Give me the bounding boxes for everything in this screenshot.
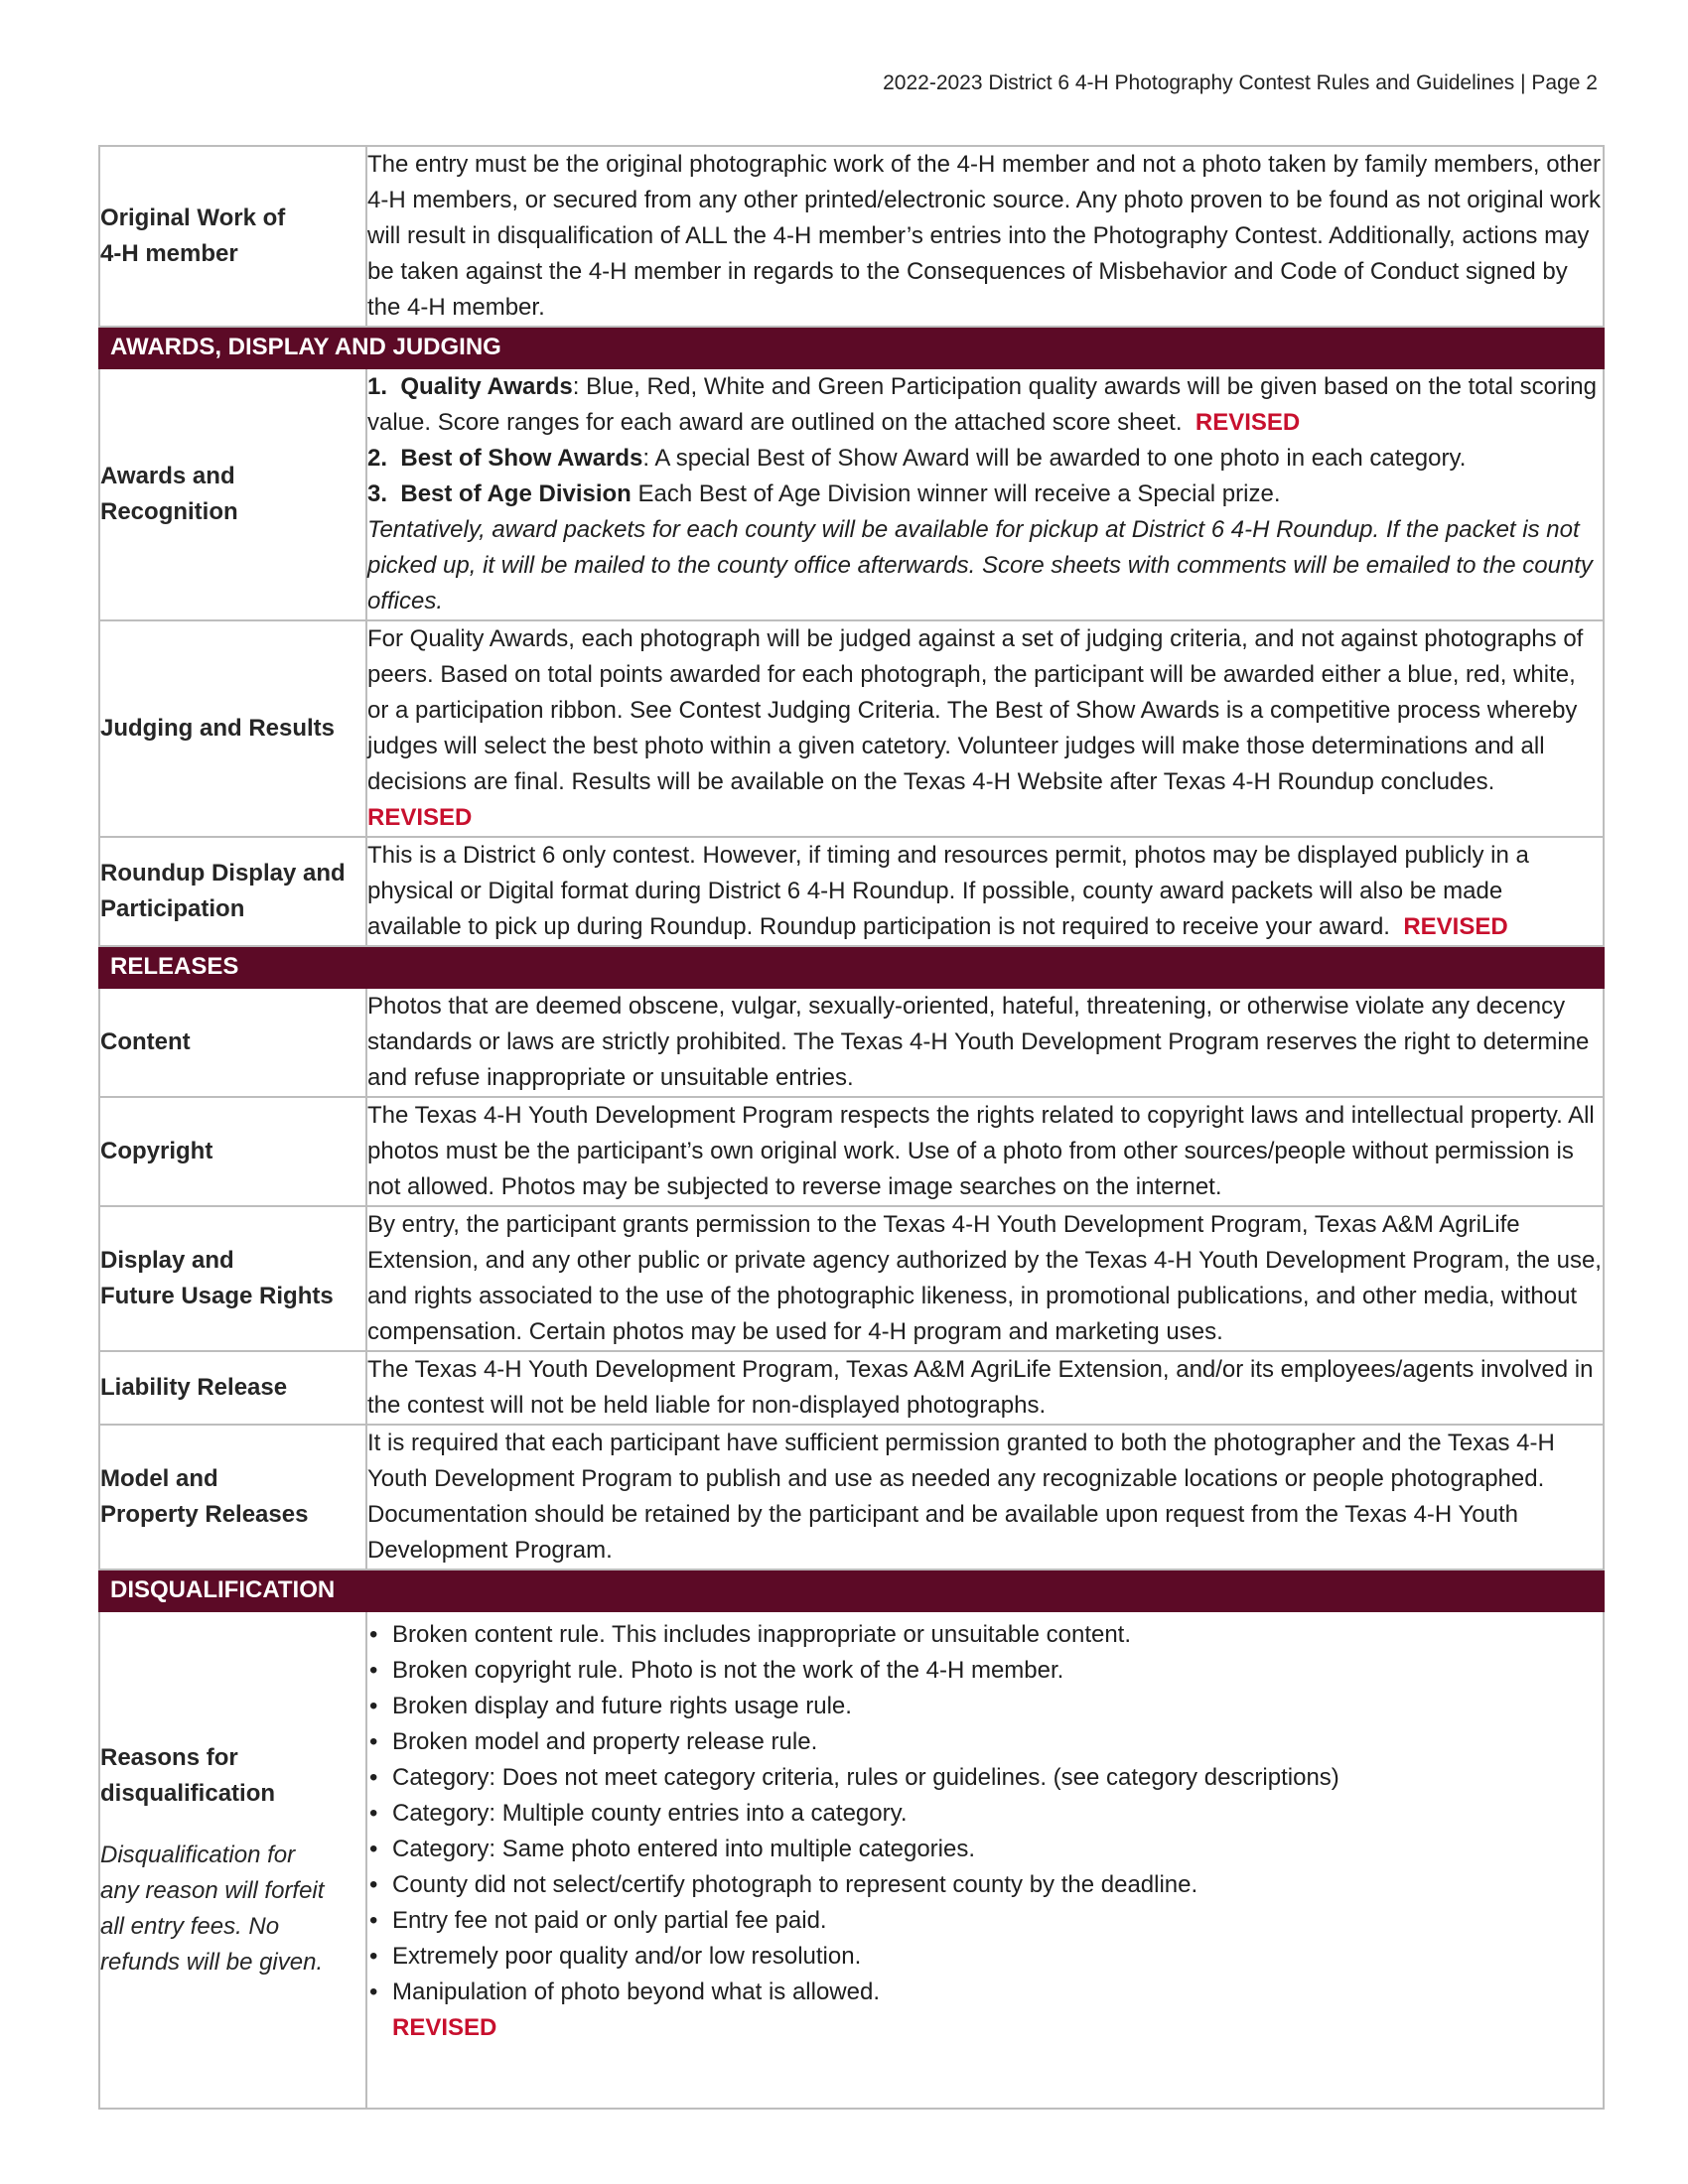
revised-badge: REVISED — [1195, 409, 1301, 436]
label-line: disqualification — [100, 1779, 276, 1807]
item-number: 1. — [367, 373, 388, 400]
rules-table — [98, 145, 1605, 2110]
row-body: For Quality Awards, each photograph will be judged against a set of judging criteria, and not against photographs of peers. Based on total points awarded for each photograph, the participant will be awarded either a blue, red, white, or a participation ribbon. See Contest Judging Criteria. The Best of Show Awards is a competitive process whereby judges will select the best photo within a given catetory. Volunteer judges will make those determinations and all decisions are final. Results will be available on the Texas 4-H Website after Texas 4-H Roundup concludes. — [367, 625, 1584, 795]
row-label — [99, 368, 366, 620]
list-item: • Broken display and future rights usage rule. — [367, 1689, 1603, 1724]
list-item: • Category: Does not meet category criteria, rules or guidelines. (see category descriptions) — [367, 1760, 1603, 1796]
item-text: : A special Best of Show Award will be awarded to one photo in each category. — [642, 445, 1467, 472]
label-line: Roundup Display and — [100, 860, 346, 887]
award-item-best-of-show — [367, 441, 1603, 477]
row-liability-release — [99, 1351, 1604, 1425]
list-item: • Manipulation of photo beyond what is allowed. — [367, 1975, 1603, 2010]
label-line: Future Usage Rights — [100, 1283, 334, 1309]
list-item: • Entry fee not paid or only partial fee paid. — [367, 1903, 1603, 1939]
row-text: It is required that each participant have sufficient permission granted to both the photographer and the Texas 4-H Youth Development Program to publish and use as needed any recognizable locations or people photographed. Documentation should be retained by the participant and be available upon request from the Texas 4-H Youth Development Program. — [366, 1425, 1604, 1570]
row-label — [99, 1611, 366, 2109]
list-item: • Broken copyright rule. Photo is not the work of the 4-H member. — [367, 1653, 1603, 1689]
list-item: • County did not select/certify photograph to represent county by the deadline. — [367, 1867, 1603, 1903]
item-title: Best of Show Awards — [400, 445, 643, 472]
awards-note: Tentatively, award packets for each county will be available for pickup at District 6 4-H Roundup. If the packet is not picked up, it will be mailed to the county office afterwards. Score sheets with comments will be emailed to the county offices. — [367, 516, 1593, 614]
row-roundup-display — [99, 837, 1604, 946]
row-text: The Texas 4-H Youth Development Program, Texas A&M AgriLife Extension, and/or its employees/agents involved in the contest will not be held liable for non-displayed photographs. — [366, 1351, 1604, 1425]
row-copyright — [99, 1097, 1604, 1206]
row-text — [366, 368, 1604, 620]
section-header-awards — [99, 327, 1604, 368]
list-item: • Category: Multiple county entries into a category. — [367, 1796, 1603, 1832]
row-label — [99, 1206, 366, 1351]
row-text: Photos that are deemed obscene, vulgar, sexually-oriented, hateful, threatening, or otherwise violate any decency standards or laws are strictly prohibited. The Texas 4-H Youth Development Program reserves the right to determine and refuse inappropriate or unsuitable entries. — [366, 988, 1604, 1097]
item-number: 3. — [367, 480, 388, 507]
row-content — [99, 988, 1604, 1097]
row-text: By entry, the participant grants permission to the Texas 4-H Youth Development Program, Texas A&M AgriLife Extension, and any other public or private agency authorized by the Texas 4-H Youth Development Program, the use, and rights associated to the use of the photographic likeness, in promotional publications, and other media, without compensation. Certain photos may be used for 4-H program and marketing uses. — [366, 1206, 1604, 1351]
row-label — [99, 1425, 366, 1570]
row-label: Copyright — [99, 1097, 366, 1206]
section-header-disqualification — [99, 1570, 1604, 1611]
page-header: 2022-2023 District 6 4-H Photography Contest Rules and Guidelines | Page 2 — [883, 71, 1598, 94]
label-line: Original Work of — [100, 205, 286, 231]
item-text: Each Best of Age Division winner will receive a Special prize. — [631, 480, 1281, 507]
item-number: 2. — [367, 445, 388, 472]
label-line: Reasons for — [100, 1743, 238, 1771]
label-line: Display and — [100, 1247, 234, 1274]
row-disqualification — [99, 1611, 1604, 2109]
note-line: refunds will be given. — [100, 1948, 324, 1976]
label-line: Model and — [100, 1465, 218, 1492]
reasons-list — [367, 1617, 1603, 2010]
label-line: Property Releases — [100, 1501, 309, 1528]
note-line: all entry fees. No — [100, 1912, 280, 1940]
section-title: AWARDS, DISPLAY AND JUDGING — [99, 327, 1604, 368]
list-item: • Category: Same photo entered into multiple categories. — [367, 1832, 1603, 1867]
row-judging-results — [99, 620, 1604, 837]
label-line: Awards and — [100, 463, 235, 489]
award-item-best-of-age — [367, 477, 1603, 512]
row-label — [99, 837, 366, 946]
note-line: any reason will forfeit — [100, 1876, 325, 1904]
row-model-property — [99, 1425, 1604, 1570]
row-awards-recognition — [99, 368, 1604, 620]
list-item: • Broken model and property release rule. — [367, 1724, 1603, 1760]
note-line: Disqualification for — [100, 1841, 296, 1868]
section-title: RELEASES — [99, 946, 1604, 988]
row-text — [366, 620, 1604, 837]
label-line: 4-H member — [100, 240, 238, 267]
row-text: The entry must be the original photographic work of the 4-H member and not a photo taken by family members, other 4-H members, or secured from any other printed/electronic source. Any photo proven to be found as not original work will result in disqualification of ALL the 4-H member’s entries into the Photography Contest. Additionally, actions may be taken against the 4-H member in regards to the Consequences of Misbehavior and Code of Conduct signed by the 4-H member. — [366, 146, 1604, 327]
revised-badge: REVISED — [367, 804, 473, 831]
revised-badge: REVISED — [392, 2014, 497, 2041]
section-title: DISQUALIFICATION — [99, 1570, 1604, 1611]
disqualification-note — [100, 1838, 365, 1980]
revised-badge: REVISED — [1403, 913, 1508, 940]
row-label: Judging and Results — [99, 620, 366, 837]
award-item-quality — [367, 369, 1603, 441]
row-text — [366, 1611, 1604, 2109]
label-line: Recognition — [100, 498, 238, 525]
row-label: Liability Release — [99, 1351, 366, 1425]
row-display-usage — [99, 1206, 1604, 1351]
list-item: • Broken content rule. This includes inappropriate or unsuitable content. — [367, 1617, 1603, 1653]
row-original-work — [99, 146, 1604, 327]
item-title: Best of Age Division — [400, 480, 632, 507]
item-title: Quality Awards — [400, 373, 573, 400]
label-line: Participation — [100, 895, 245, 922]
item-text: : Blue, Red, White and Green Participation quality awards will be given based on the total scoring value. Score ranges for each award are outlined on the attached score sheet. — [367, 373, 1597, 436]
row-label: Content — [99, 988, 366, 1097]
row-label — [99, 146, 366, 327]
row-text — [366, 837, 1604, 946]
row-text: The Texas 4-H Youth Development Program respects the rights related to copyright laws and intellectual property. All photos must be the participant’s own original work. Use of a photo from other sources/people without permission is not allowed. Photos may be subjected to reverse image searches on the internet. — [366, 1097, 1604, 1206]
row-body: This is a District 6 only contest. However, if timing and resources permit, photos may be displayed publicly in a physical or Digital format during District 6 4-H Roundup. If possible, county award packets will also be made available to pick up during Roundup. Roundup participation is not required to receive your award. — [367, 842, 1529, 940]
section-header-releases — [99, 946, 1604, 988]
list-item: • Extremely poor quality and/or low resolution. — [367, 1939, 1603, 1975]
